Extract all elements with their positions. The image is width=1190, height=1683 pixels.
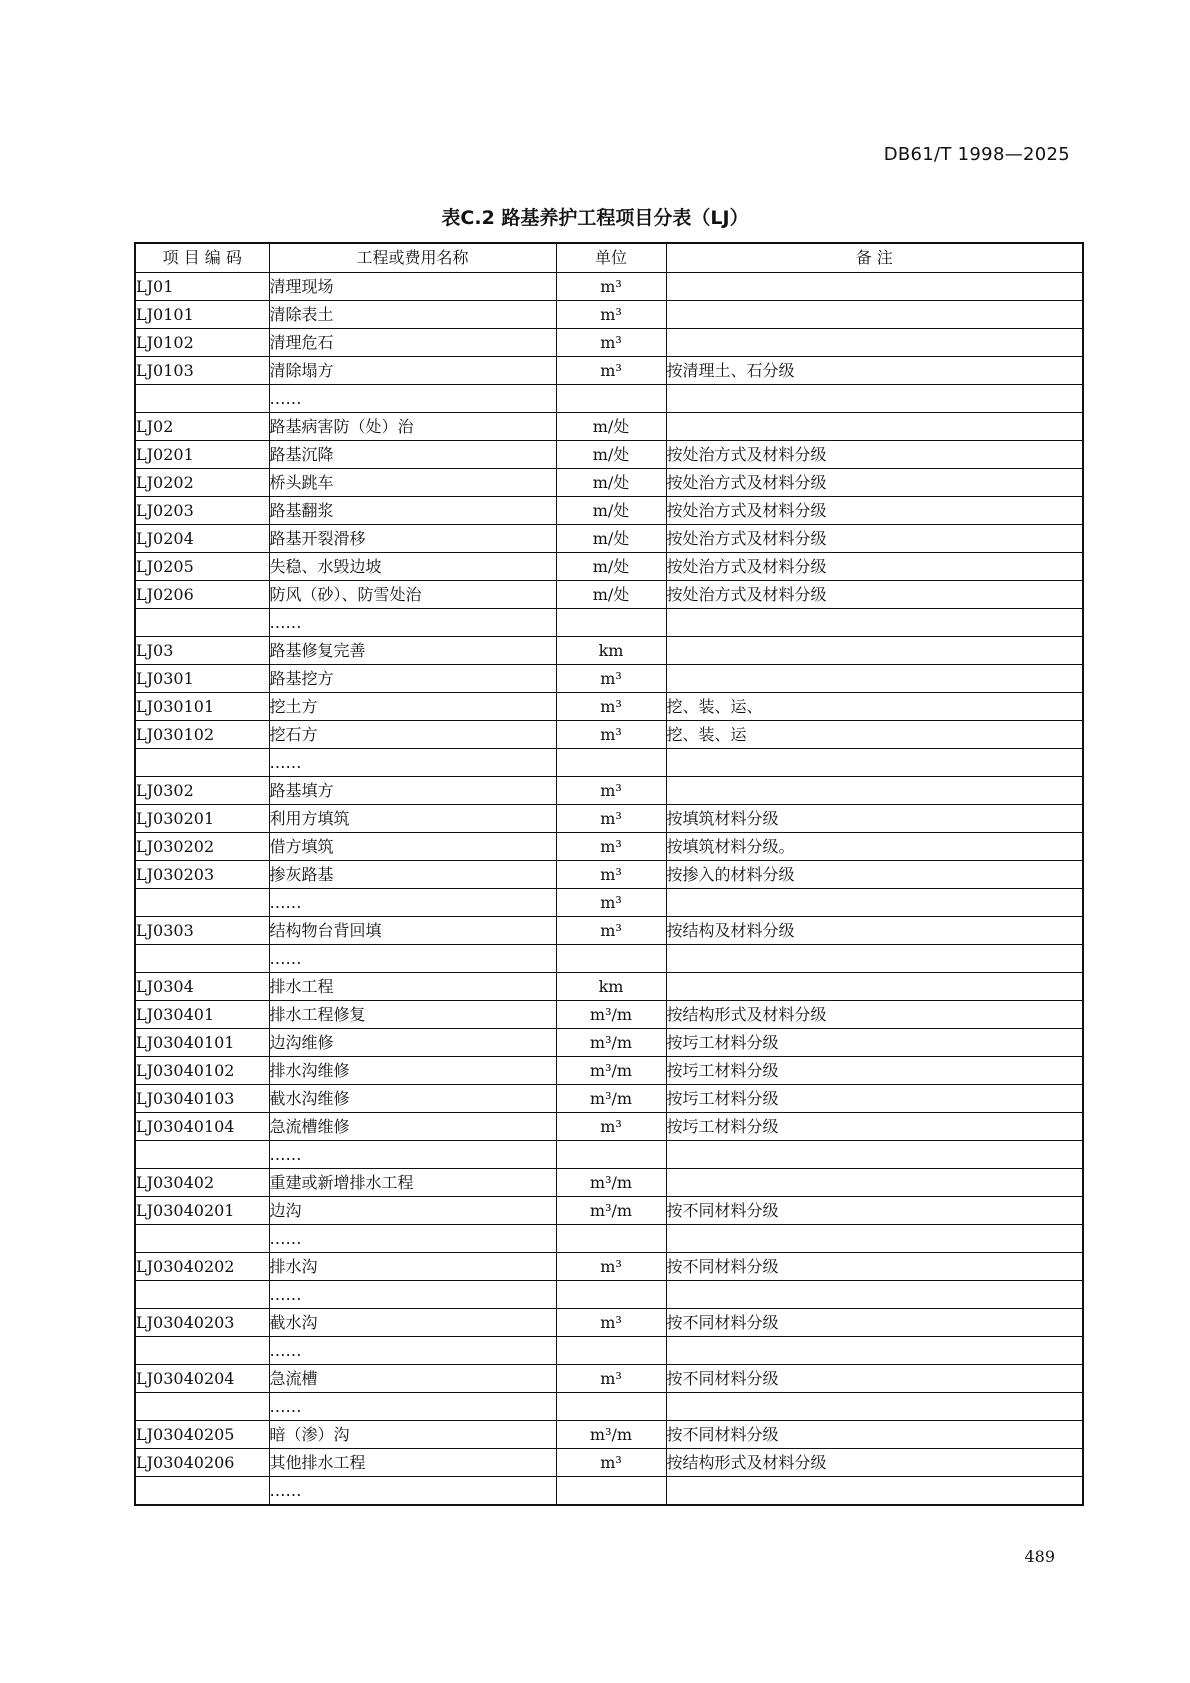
cell-note: 按掺入的材料分级 — [666, 861, 1083, 889]
table-row — [135, 805, 1083, 833]
table-row — [135, 1113, 1083, 1141]
cell-note — [666, 1337, 1083, 1365]
cell-unit: m³ — [556, 833, 666, 861]
table-row — [135, 1169, 1083, 1197]
table-row — [135, 1393, 1083, 1421]
cell-note — [666, 637, 1083, 665]
cell-name: 路基翻浆 — [269, 497, 556, 525]
cell-name: …… — [269, 385, 556, 413]
cell-code: LJ02 — [135, 413, 269, 441]
cell-unit: m/处 — [556, 553, 666, 581]
cell-note: 挖、装、运、 — [666, 693, 1083, 721]
table-row — [135, 721, 1083, 749]
cell-note — [666, 973, 1083, 1001]
table-row — [135, 357, 1083, 385]
table-header-row — [135, 243, 1083, 273]
cell-code — [135, 1141, 269, 1169]
cell-note — [666, 301, 1083, 329]
cell-code: LJ0102 — [135, 329, 269, 357]
cell-code: LJ0206 — [135, 581, 269, 609]
cell-name: 失稳、水毁边坡 — [269, 553, 556, 581]
cell-note: 按填筑材料分级。 — [666, 833, 1083, 861]
cell-name: …… — [269, 945, 556, 973]
table-row — [135, 917, 1083, 945]
cell-unit: m³/m — [556, 1029, 666, 1057]
table-row — [135, 1337, 1083, 1365]
cell-name: 防风（砂）、防雪处治 — [269, 581, 556, 609]
cell-code: LJ03040104 — [135, 1113, 269, 1141]
cell-code: LJ03040203 — [135, 1309, 269, 1337]
cell-note: 按处治方式及材料分级 — [666, 497, 1083, 525]
cell-name: 排水工程修复 — [269, 1001, 556, 1029]
cell-unit — [556, 609, 666, 637]
table-body — [135, 273, 1083, 1506]
cell-code: LJ03040103 — [135, 1085, 269, 1113]
cell-name: 借方填筑 — [269, 833, 556, 861]
cell-unit: m/处 — [556, 581, 666, 609]
cell-code: LJ03 — [135, 637, 269, 665]
cell-note: 按圬工材料分级 — [666, 1057, 1083, 1085]
cell-note: 按不同材料分级 — [666, 1253, 1083, 1281]
cell-note: 按结构形式及材料分级 — [666, 1001, 1083, 1029]
cell-unit — [556, 1337, 666, 1365]
cell-code: LJ03040204 — [135, 1365, 269, 1393]
table-row — [135, 301, 1083, 329]
cell-name: 边沟 — [269, 1197, 556, 1225]
table-row — [135, 525, 1083, 553]
cell-name: …… — [269, 1393, 556, 1421]
standard-code: DB61/T 1998—2025 — [883, 144, 1070, 165]
cell-unit — [556, 749, 666, 777]
cell-unit: m/处 — [556, 469, 666, 497]
table-row — [135, 861, 1083, 889]
cell-name: 排水沟 — [269, 1253, 556, 1281]
column-header-code: 项 目 编 码 — [135, 243, 269, 273]
cell-code — [135, 1477, 269, 1506]
cell-name: 急流槽维修 — [269, 1113, 556, 1141]
cell-name: …… — [269, 1337, 556, 1365]
table-row — [135, 1365, 1083, 1393]
cell-note: 按处治方式及材料分级 — [666, 525, 1083, 553]
cell-code: LJ03040202 — [135, 1253, 269, 1281]
cell-code: LJ0304 — [135, 973, 269, 1001]
table-row — [135, 385, 1083, 413]
table-row — [135, 1001, 1083, 1029]
cell-unit: m³ — [556, 693, 666, 721]
cell-note: 按结构及材料分级 — [666, 917, 1083, 945]
cell-name: 暗（渗）沟 — [269, 1421, 556, 1449]
cell-name: …… — [269, 749, 556, 777]
cell-code: LJ030402 — [135, 1169, 269, 1197]
cell-note — [666, 749, 1083, 777]
table-row — [135, 1253, 1083, 1281]
column-header-unit: 单位 — [556, 243, 666, 273]
cell-unit: m³/m — [556, 1197, 666, 1225]
cell-code: LJ03040102 — [135, 1057, 269, 1085]
table-row — [135, 1477, 1083, 1506]
cell-unit: m³/m — [556, 1085, 666, 1113]
cell-unit — [556, 1393, 666, 1421]
cell-code: LJ0302 — [135, 777, 269, 805]
column-header-name: 工程或费用名称 — [269, 243, 556, 273]
cell-code — [135, 609, 269, 637]
project-classification-table — [134, 242, 1084, 1506]
cell-name: 排水沟维修 — [269, 1057, 556, 1085]
cell-name: 路基沉降 — [269, 441, 556, 469]
table-row — [135, 777, 1083, 805]
table-row — [135, 609, 1083, 637]
cell-code: LJ0301 — [135, 665, 269, 693]
cell-code: LJ0201 — [135, 441, 269, 469]
cell-unit: m³ — [556, 1113, 666, 1141]
column-header-note: 备 注 — [666, 243, 1083, 273]
cell-name: 重建或新增排水工程 — [269, 1169, 556, 1197]
cell-code — [135, 1393, 269, 1421]
cell-name: 截水沟维修 — [269, 1085, 556, 1113]
cell-code — [135, 749, 269, 777]
cell-note — [666, 889, 1083, 917]
cell-name: 清理危石 — [269, 329, 556, 357]
cell-code — [135, 1225, 269, 1253]
cell-name: 其他排水工程 — [269, 1449, 556, 1477]
cell-unit — [556, 1477, 666, 1506]
cell-code: LJ030202 — [135, 833, 269, 861]
cell-unit: m/处 — [556, 413, 666, 441]
cell-name: 掺灰路基 — [269, 861, 556, 889]
cell-unit — [556, 385, 666, 413]
cell-name: 路基修复完善 — [269, 637, 556, 665]
cell-name: 清除塌方 — [269, 357, 556, 385]
cell-name: 挖石方 — [269, 721, 556, 749]
table-row — [135, 665, 1083, 693]
cell-note — [666, 1141, 1083, 1169]
cell-note: 按圬工材料分级 — [666, 1029, 1083, 1057]
cell-unit: m/处 — [556, 497, 666, 525]
table-row — [135, 497, 1083, 525]
cell-unit: m³ — [556, 665, 666, 693]
cell-note — [666, 1225, 1083, 1253]
cell-unit: m³ — [556, 329, 666, 357]
cell-code: LJ0203 — [135, 497, 269, 525]
table-row — [135, 1309, 1083, 1337]
table-row — [135, 833, 1083, 861]
cell-code — [135, 1337, 269, 1365]
cell-name: …… — [269, 1225, 556, 1253]
cell-name: 利用方填筑 — [269, 805, 556, 833]
cell-unit — [556, 1225, 666, 1253]
cell-note: 按圬工材料分级 — [666, 1113, 1083, 1141]
cell-name: 桥头跳车 — [269, 469, 556, 497]
table-row — [135, 329, 1083, 357]
table-row — [135, 581, 1083, 609]
table-row — [135, 441, 1083, 469]
cell-unit: m³ — [556, 889, 666, 917]
cell-code: LJ030203 — [135, 861, 269, 889]
cell-unit — [556, 945, 666, 973]
cell-unit: m³/m — [556, 1057, 666, 1085]
cell-name: 清理现场 — [269, 273, 556, 301]
table-row — [135, 1281, 1083, 1309]
cell-unit: m/处 — [556, 525, 666, 553]
cell-name: …… — [269, 889, 556, 917]
table-row — [135, 1057, 1083, 1085]
cell-unit: m³ — [556, 357, 666, 385]
cell-unit: m³ — [556, 777, 666, 805]
cell-name: 路基病害防（处）治 — [269, 413, 556, 441]
page-number: 489 — [1024, 1547, 1055, 1566]
table-row — [135, 1225, 1083, 1253]
cell-unit: m³/m — [556, 1421, 666, 1449]
cell-note — [666, 1169, 1083, 1197]
table-row — [135, 889, 1083, 917]
cell-note — [666, 385, 1083, 413]
table-row — [135, 1141, 1083, 1169]
cell-code: LJ01 — [135, 273, 269, 301]
cell-note: 按处治方式及材料分级 — [666, 441, 1083, 469]
cell-name: 路基填方 — [269, 777, 556, 805]
cell-unit — [556, 1141, 666, 1169]
cell-note: 按不同材料分级 — [666, 1309, 1083, 1337]
cell-note — [666, 329, 1083, 357]
cell-code: LJ0303 — [135, 917, 269, 945]
table-row — [135, 749, 1083, 777]
cell-code: LJ0202 — [135, 469, 269, 497]
cell-name: 结构物台背回填 — [269, 917, 556, 945]
cell-name: 排水工程 — [269, 973, 556, 1001]
cell-note: 按处治方式及材料分级 — [666, 469, 1083, 497]
cell-code: LJ030201 — [135, 805, 269, 833]
table-row — [135, 693, 1083, 721]
cell-name: …… — [269, 609, 556, 637]
cell-code — [135, 889, 269, 917]
cell-name: 路基挖方 — [269, 665, 556, 693]
cell-unit: m³/m — [556, 1169, 666, 1197]
cell-note — [666, 945, 1083, 973]
cell-unit: m³ — [556, 1449, 666, 1477]
cell-note: 按不同材料分级 — [666, 1365, 1083, 1393]
table-row — [135, 469, 1083, 497]
table-row — [135, 1085, 1083, 1113]
table-row — [135, 553, 1083, 581]
cell-code: LJ03040201 — [135, 1197, 269, 1225]
cell-code: LJ03040101 — [135, 1029, 269, 1057]
table-row — [135, 945, 1083, 973]
cell-code: LJ030102 — [135, 721, 269, 749]
cell-name: …… — [269, 1281, 556, 1309]
cell-name: 挖土方 — [269, 693, 556, 721]
cell-note: 按清理土、石分级 — [666, 357, 1083, 385]
cell-code — [135, 1281, 269, 1309]
cell-note — [666, 1281, 1083, 1309]
cell-unit: m/处 — [556, 441, 666, 469]
cell-unit: m³ — [556, 1253, 666, 1281]
table-row — [135, 1449, 1083, 1477]
cell-note: 按不同材料分级 — [666, 1197, 1083, 1225]
cell-name: …… — [269, 1477, 556, 1506]
table-row — [135, 637, 1083, 665]
cell-name: …… — [269, 1141, 556, 1169]
table-title: 表C.2 路基养护工程项目分表（LJ） — [441, 207, 749, 229]
table-row — [135, 1029, 1083, 1057]
cell-note: 按不同材料分级 — [666, 1421, 1083, 1449]
cell-note — [666, 273, 1083, 301]
cell-note: 按圬工材料分级 — [666, 1085, 1083, 1113]
cell-note — [666, 413, 1083, 441]
cell-unit: m³ — [556, 1365, 666, 1393]
cell-code: LJ0101 — [135, 301, 269, 329]
table-row — [135, 1421, 1083, 1449]
cell-unit: m³/m — [556, 1001, 666, 1029]
cell-name: 路基开裂滑移 — [269, 525, 556, 553]
cell-code: LJ03040206 — [135, 1449, 269, 1477]
cell-unit: km — [556, 637, 666, 665]
cell-code: LJ03040205 — [135, 1421, 269, 1449]
cell-note: 按处治方式及材料分级 — [666, 581, 1083, 609]
cell-name: 急流槽 — [269, 1365, 556, 1393]
cell-note — [666, 1393, 1083, 1421]
cell-note — [666, 609, 1083, 637]
cell-name: 边沟维修 — [269, 1029, 556, 1057]
cell-name: 截水沟 — [269, 1309, 556, 1337]
cell-unit — [556, 1281, 666, 1309]
table-row — [135, 273, 1083, 301]
cell-note: 按结构形式及材料分级 — [666, 1449, 1083, 1477]
cell-unit: m³ — [556, 917, 666, 945]
cell-code: LJ0204 — [135, 525, 269, 553]
cell-unit: m³ — [556, 273, 666, 301]
cell-unit: m³ — [556, 805, 666, 833]
cell-note — [666, 777, 1083, 805]
cell-name: 清除表土 — [269, 301, 556, 329]
cell-note — [666, 1477, 1083, 1506]
table-row — [135, 1197, 1083, 1225]
cell-code: LJ030401 — [135, 1001, 269, 1029]
cell-note: 挖、装、运 — [666, 721, 1083, 749]
cell-unit: m³ — [556, 861, 666, 889]
cell-unit: m³ — [556, 721, 666, 749]
cell-code — [135, 945, 269, 973]
cell-unit: m³ — [556, 301, 666, 329]
cell-code: LJ0205 — [135, 553, 269, 581]
cell-unit: m³ — [556, 1309, 666, 1337]
cell-note: 按处治方式及材料分级 — [666, 553, 1083, 581]
cell-code: LJ030101 — [135, 693, 269, 721]
cell-unit: km — [556, 973, 666, 1001]
cell-code — [135, 385, 269, 413]
table-row — [135, 973, 1083, 1001]
cell-note — [666, 665, 1083, 693]
cell-code: LJ0103 — [135, 357, 269, 385]
cell-note: 按填筑材料分级 — [666, 805, 1083, 833]
table-row — [135, 413, 1083, 441]
